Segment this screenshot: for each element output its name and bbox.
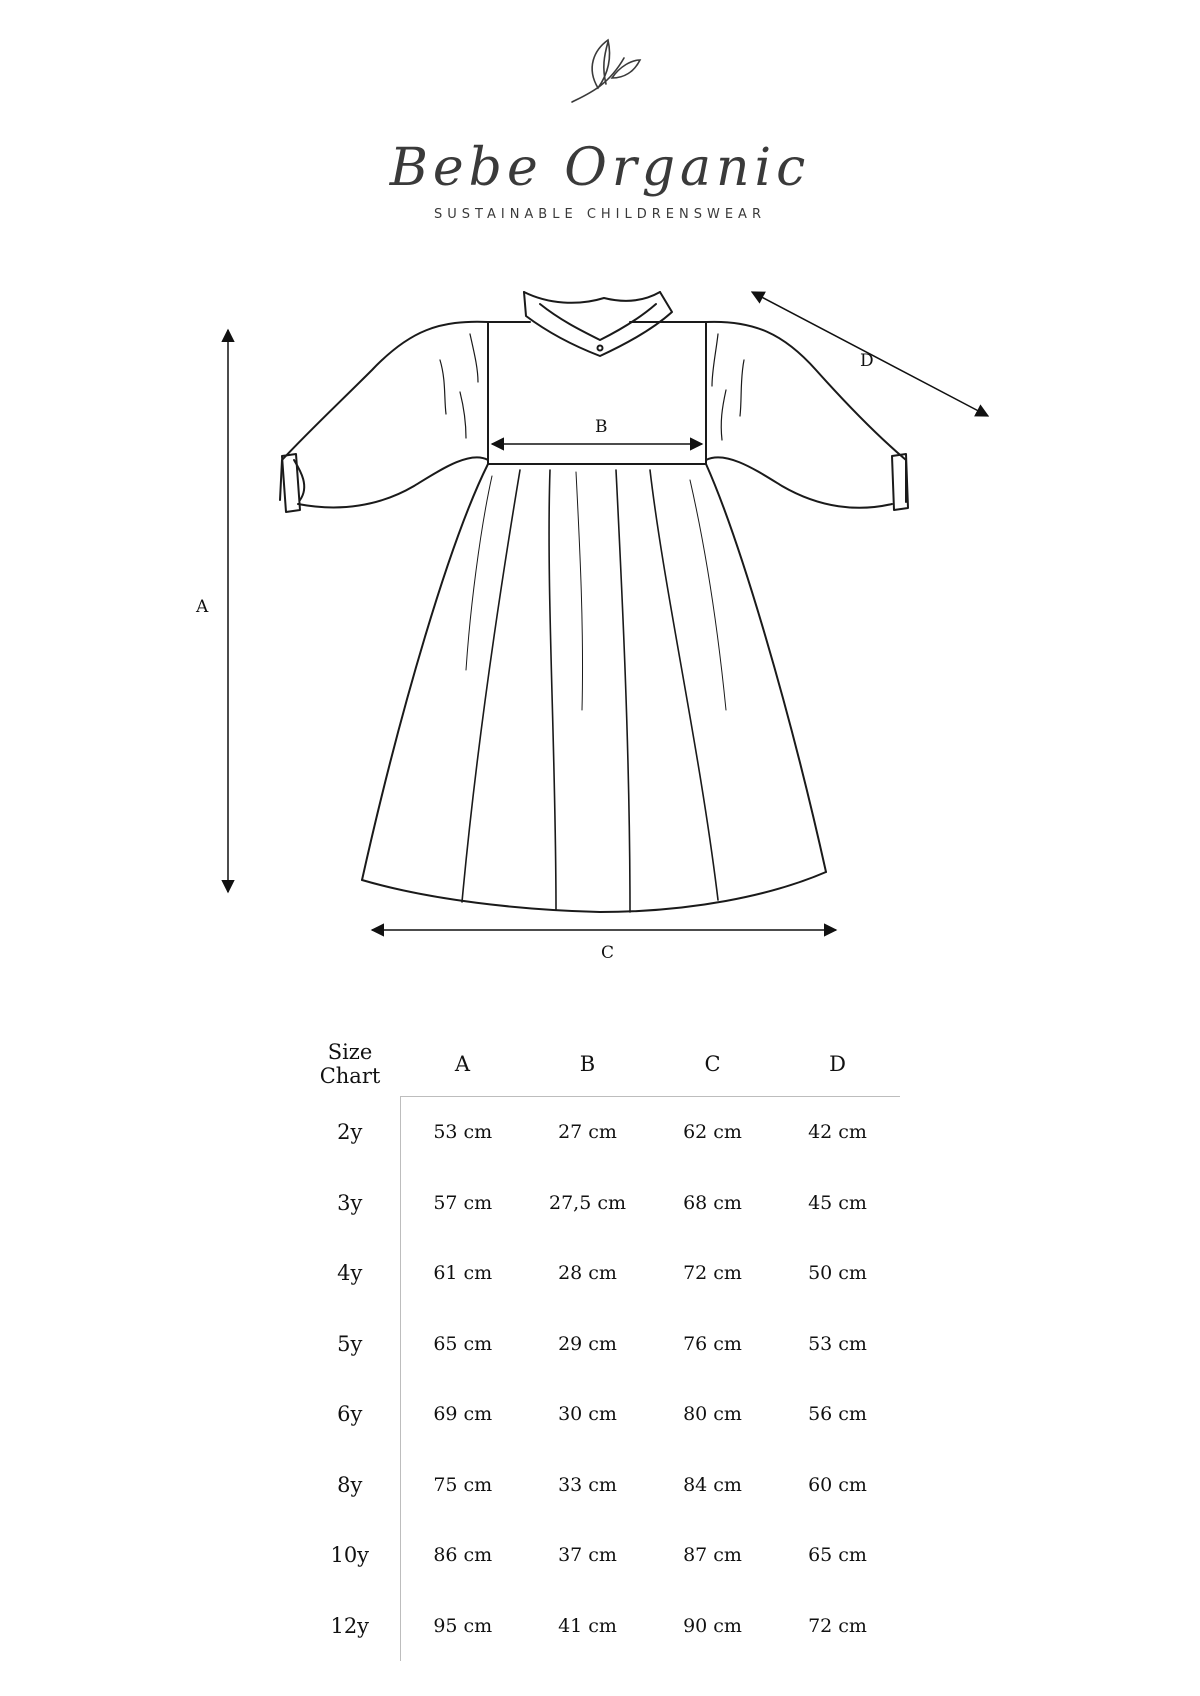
table-row: [300, 1097, 900, 1168]
table-row: [300, 1591, 900, 1662]
brand-name: Bebe Organic: [389, 138, 811, 198]
measure-d-cell: 60 cm: [808, 1473, 867, 1496]
size-chart-corner-line2: Chart: [319, 1064, 381, 1089]
measure-b-cell: 41 cm: [558, 1614, 617, 1637]
table-row: [300, 1238, 900, 1309]
size-cell: 8y: [300, 1450, 400, 1521]
measure-c-cell: 62 cm: [683, 1121, 742, 1144]
measure-a-cell: 61 cm: [433, 1262, 493, 1285]
measure-d-cell: 50 cm: [808, 1262, 867, 1285]
column-header-a: A: [400, 1032, 525, 1097]
size-cell: 2y: [300, 1097, 400, 1168]
dimension-a-label: A: [196, 597, 209, 617]
measure-d-cell: 72 cm: [808, 1614, 867, 1637]
dress-diagram: [0, 290, 1200, 970]
measure-d-cell: 56 cm: [808, 1403, 867, 1426]
measure-b-cell: 29 cm: [558, 1332, 617, 1355]
measure-a-cell: 69 cm: [433, 1403, 493, 1426]
measure-d-cell: 65 cm: [808, 1544, 867, 1567]
dimension-b-label: B: [595, 417, 608, 437]
measure-b-cell: 28 cm: [558, 1262, 617, 1285]
measure-c-cell: 68 cm: [683, 1191, 742, 1214]
size-cell: 3y: [300, 1168, 400, 1239]
measure-b-cell: 27 cm: [558, 1121, 617, 1144]
column-header-c: C: [650, 1032, 775, 1097]
table-row: [300, 1450, 900, 1521]
size-cell: 6y: [300, 1379, 400, 1450]
brand-tagline: SUSTAINABLE CHILDRENSWEAR: [434, 207, 766, 222]
measure-a-cell: 95 cm: [433, 1614, 493, 1637]
table-row: [300, 1520, 900, 1591]
measure-b-cell: 30 cm: [558, 1403, 617, 1426]
measure-c-cell: 76 cm: [683, 1332, 742, 1355]
dimension-d-label: D: [860, 351, 874, 371]
column-header-b: B: [525, 1032, 650, 1097]
measure-d-cell: 45 cm: [808, 1191, 867, 1214]
measure-a-cell: 53 cm: [433, 1121, 493, 1144]
measure-c-cell: 72 cm: [683, 1262, 742, 1285]
brand-header: [0, 20, 1200, 230]
table-row: [300, 1168, 900, 1239]
dress-outline: [280, 292, 908, 912]
measure-a-cell: 75 cm: [433, 1473, 493, 1496]
measure-a-cell: 65 cm: [433, 1332, 493, 1355]
size-chart-corner-line1: Size: [327, 1040, 373, 1065]
measure-a-cell: 57 cm: [433, 1191, 493, 1214]
measure-b-cell: 27,5 cm: [548, 1191, 626, 1214]
measure-c-cell: 84 cm: [683, 1473, 742, 1496]
column-header-d: D: [775, 1032, 900, 1097]
size-chart: [300, 1032, 900, 1661]
size-chart-header-row: [300, 1032, 900, 1097]
measure-c-cell: 80 cm: [683, 1403, 742, 1426]
size-chart-corner-label: [300, 1032, 400, 1097]
measure-c-cell: 87 cm: [683, 1544, 742, 1567]
size-cell: 5y: [300, 1309, 400, 1380]
size-cell: 4y: [300, 1238, 400, 1309]
table-row: [300, 1379, 900, 1450]
table-row: [300, 1309, 900, 1380]
measure-b-cell: 37 cm: [558, 1544, 617, 1567]
dimension-c-label: C: [601, 943, 615, 963]
size-cell: 12y: [300, 1591, 400, 1662]
dress-diagram-svg: [0, 290, 1200, 970]
size-chart-table: [300, 1032, 900, 1661]
measure-c-cell: 90 cm: [683, 1614, 742, 1637]
leaf-logo-icon: [568, 28, 644, 106]
size-cell: 10y: [300, 1520, 400, 1591]
measure-d-cell: 42 cm: [808, 1121, 867, 1144]
measure-a-cell: 86 cm: [433, 1544, 493, 1567]
measure-b-cell: 33 cm: [558, 1473, 617, 1496]
measure-d-cell: 53 cm: [808, 1332, 867, 1355]
